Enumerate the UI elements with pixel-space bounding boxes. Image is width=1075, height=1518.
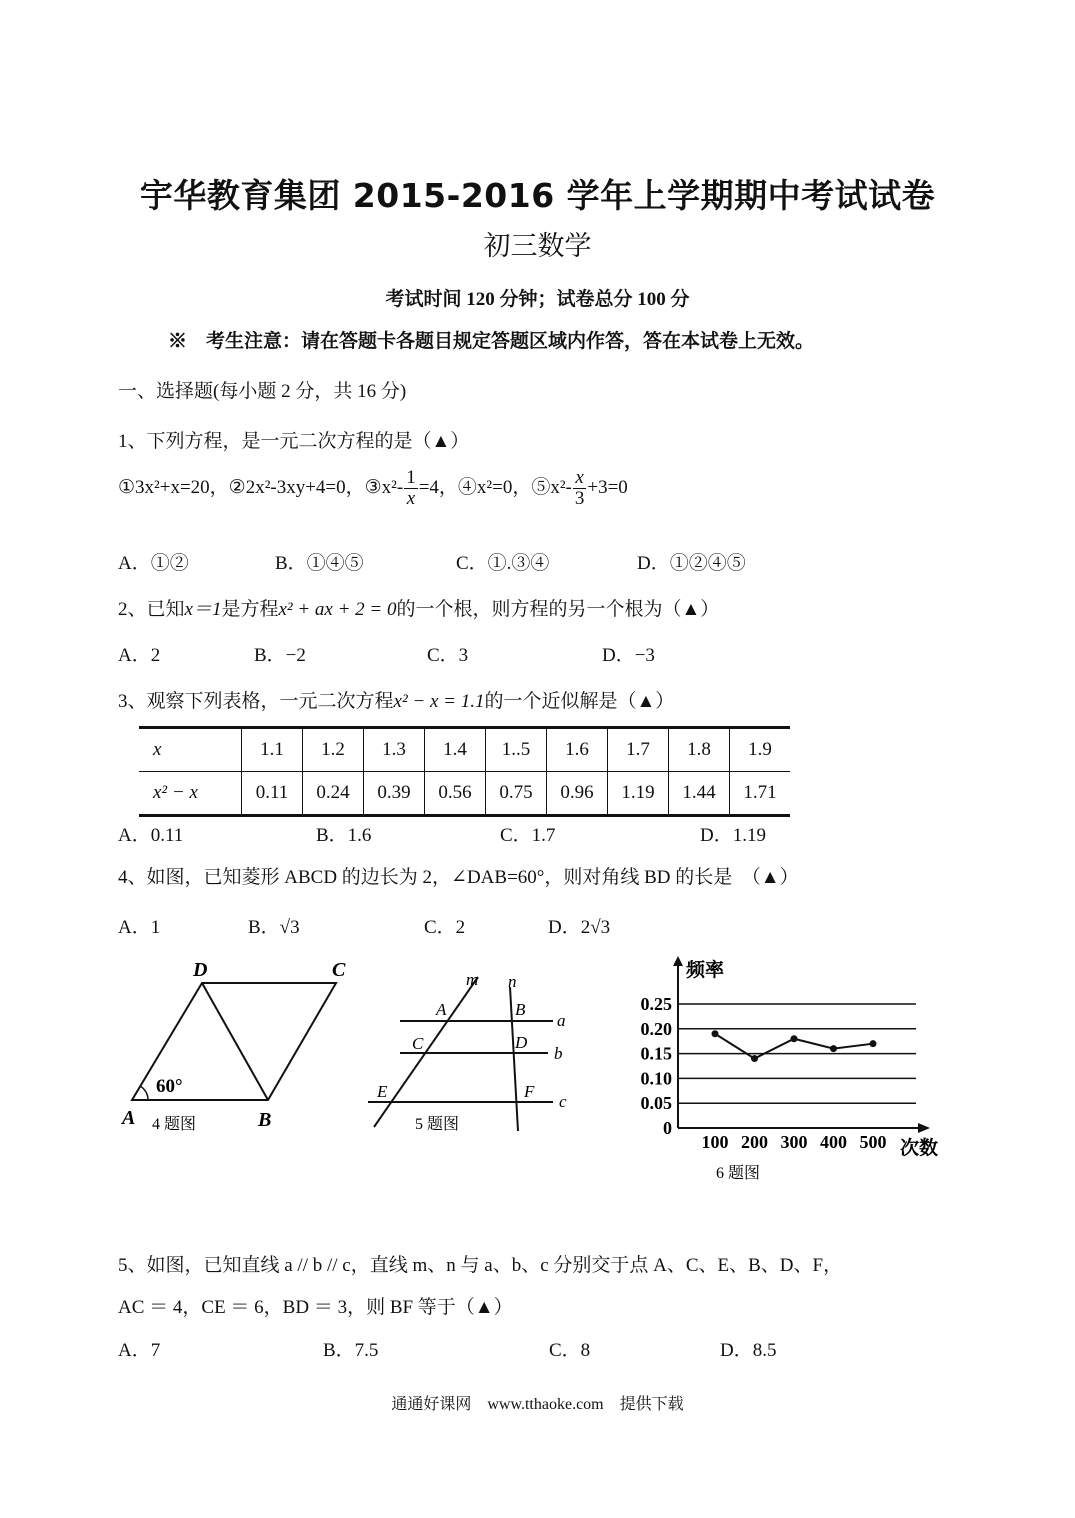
q2-stem-b: 是方程 [221,599,279,620]
data-point [870,1040,877,1047]
table-row [139,728,790,772]
q2-option-d: D．−3 [602,645,655,666]
q1-frac2-num: x [573,468,587,489]
figure-5-caption: 5 题图 [415,1116,460,1133]
y-tick-label: 0.15 [640,1043,672,1064]
table-cell: 1.9 [730,728,791,772]
table-cell: 1.2 [303,728,364,772]
diagonal-bd [202,983,268,1100]
q1-eq-part1: ①3x²+x=20，②2x²-3xy+4=0，③x²- [118,476,404,498]
exam-title: 宇华教育集团 2015-2016 学年上学期期中考试试卷 [139,176,936,215]
q4-option-b: B．√3 [248,917,300,938]
question-4-stem: 4、如图，已知菱形 ABCD 的边长为 2，∠DAB=60°，则对角线 BD 的长是 （▲） [118,867,799,888]
table-cell: 0.75 [486,772,547,816]
question-1-equations [118,468,628,509]
q3-value-table [139,726,790,817]
label-c: C [332,959,346,981]
label-m: m [466,970,479,989]
y-tick-label: 0.25 [640,994,672,1014]
x-tick-label: 300 [780,1132,808,1152]
figure-6-caption: 6 题图 [716,1165,761,1182]
page-footer: 通通好课网 www.tthaoke.com 提供下载 [391,1396,684,1413]
label-line-a: a [557,1011,566,1030]
y-tick-label: 0.20 [640,1018,672,1039]
q3-option-c: C．1.7 [500,825,556,846]
question-5-stem-line2: AC ＝ 4，CE ＝ 6，BD ＝ 3，则 BF 等于（▲） [118,1297,513,1318]
q1-option-b: B．①④⑤ [275,553,364,574]
label-line-b: b [554,1044,563,1063]
data-point [751,1055,758,1062]
q1-eq-part3: +3=0 [587,476,628,498]
question-2-stem [118,594,719,621]
x-tick-label: 100 [701,1132,729,1152]
figure-4-rhombus [110,950,370,1150]
q3-stem-b: 的一个近似解是（▲） [484,691,675,712]
data-point [791,1035,798,1042]
q2-option-c: C．3 [427,645,469,666]
label-a: A [122,1107,136,1129]
table-cell: 1.6 [547,728,608,772]
y-tick-labels [641,994,673,1138]
table-cell: 1..5 [486,728,547,772]
q1-fraction-1 [404,468,418,509]
q5-option-b: B．7.5 [323,1340,379,1361]
angle-label: 60° [156,1076,183,1097]
q1-eq-part2: =4，④x²=0，⑤x²- [418,476,572,498]
label-d: D [193,959,208,981]
table-cell: 1.44 [669,772,730,816]
table-cell: 0.39 [364,772,425,816]
q1-frac1-den: x [406,487,416,509]
table-row [139,772,790,816]
label-point-a: A [436,1000,447,1019]
q4-option-d: D．2√3 [548,917,611,938]
question-5-stem-line1: 5、如图，已知直线 a // b // c，直线 m、n 与 a、b、c 分别交于点 A、C、E、B、D、F， [118,1255,843,1276]
label-point-c: C [412,1034,424,1053]
figure-6-frequency-chart [620,950,960,1190]
x-tick-labels [702,1132,887,1152]
q3-option-a: A．0.11 [118,825,184,846]
question-3-stem [118,686,674,713]
x-tick-label: 500 [859,1132,887,1152]
table-cell: 1.1 [242,728,303,772]
label-b: B [258,1109,272,1131]
q4-option-c: C．2 [424,917,466,938]
table-cell: 0.96 [547,772,608,816]
q1-option-a: A．①② [118,553,189,574]
angle-arc [140,1086,148,1100]
q1-option-c: C．①.③④ [456,553,550,574]
exam-subtitle: 初三数学 [483,231,592,262]
q2-stem-eq1: x＝1 [184,599,222,620]
table-row-label-x: x [139,728,242,772]
table-cell: 1.19 [608,772,669,816]
section-heading: 一、选择题(每小题 2 分，共 16 分) [118,381,407,402]
exam-notice: ※ 考生注意：请在答题卡各题目规定答题区域内作答，答在本试卷上无效。 [168,331,815,352]
figure-4-caption: 4 题图 [152,1116,197,1133]
data-point [712,1030,719,1037]
y-tick-label: 0 [663,1118,672,1138]
q2-stem-eq2: x² + ax + 2 = 0 [278,599,397,620]
table-cell: 1.3 [364,728,425,772]
label-point-b: B [515,1000,526,1019]
x-tick-label: 200 [741,1132,768,1152]
table-cell: 0.24 [303,772,364,816]
label-line-c: c [559,1092,567,1111]
q3-option-d: D．1.19 [700,825,766,846]
y-axis-arrow [673,956,683,966]
question-1-stem: 1、下列方程，是一元二次方程的是（▲） [118,431,470,452]
q2-option-b: B．−2 [254,645,306,666]
table-cell: 1.7 [608,728,669,772]
q1-option-d: D．①②④⑤ [637,553,746,574]
label-point-e: E [377,1082,388,1101]
q1-frac1-num: 1 [406,467,416,488]
table-cell: 1.8 [669,728,730,772]
q3-stem-eq: x² − x = 1.1 [393,691,485,712]
q5-option-d: D．8.5 [720,1340,777,1361]
table-cell: 1.4 [425,728,486,772]
q3-stem-a: 3、观察下列表格，一元二次方程 [118,691,394,712]
q2-stem-a: 2、已知 [118,599,185,620]
label-n: n [508,972,517,991]
q4-option-a: A．1 [118,917,161,938]
q2-stem-c: 的一个根，则方程的另一个根为（▲） [396,599,720,620]
x-axis-arrow [918,1123,930,1133]
figure-5-parallel-lines [360,965,590,1145]
table-row-label-expr: x² − x [153,782,198,803]
y-tick-label: 0.05 [640,1093,672,1114]
chart-grid [678,1004,916,1103]
table-cell: 0.11 [242,772,303,816]
table-cell: 1.71 [730,772,791,816]
q5-option-c: C．8 [549,1340,591,1361]
label-point-f: F [524,1082,535,1101]
q1-fraction-2 [573,468,587,509]
x-axis-label: 次数 [900,1138,939,1159]
table-cell: 0.56 [425,772,486,816]
q1-frac2-den: 3 [574,487,585,509]
y-tick-label: 0.10 [640,1068,672,1089]
label-point-d: D [515,1033,528,1052]
y-axis-label: 频率 [686,960,725,981]
q3-option-b: B．1.6 [316,825,372,846]
exam-info: 考试时间 120 分钟；试卷总分 100 分 [385,289,690,310]
q5-option-a: A．7 [118,1340,161,1361]
data-point [830,1045,837,1052]
q2-option-a: A．2 [118,645,161,666]
x-tick-label: 400 [820,1132,847,1152]
